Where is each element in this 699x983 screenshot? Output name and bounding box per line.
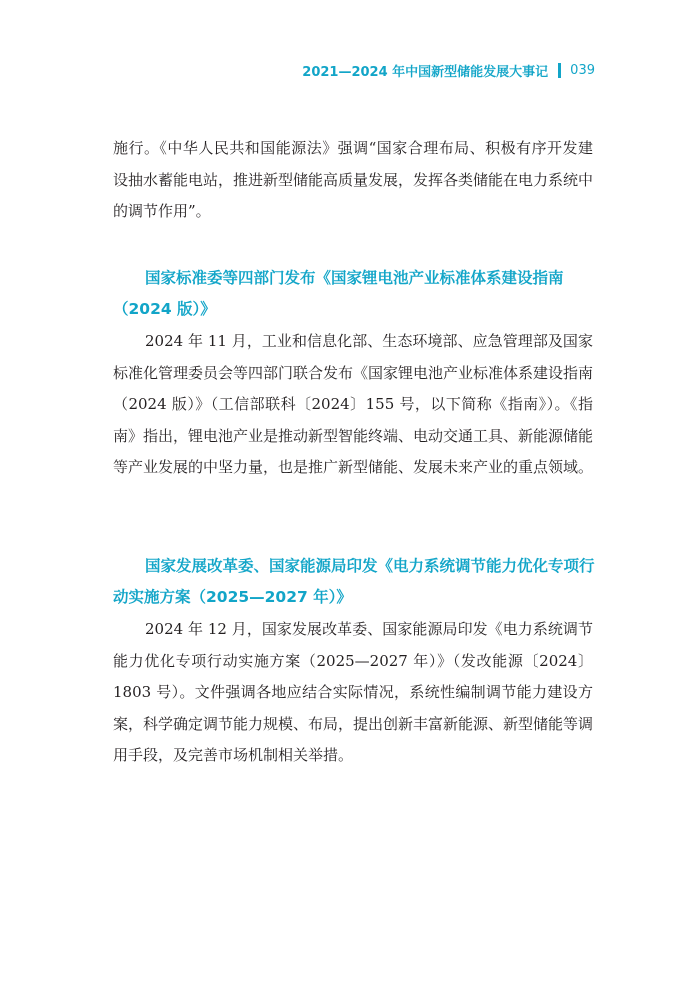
paragraph-battery-standards: 2024 年 11 月，工业和信息化部、生态环境部、应急管理部及国家标准化管理委员会等四部门联合发布《国家锂电池产业标准体系建设指南（2024 版）》（工信部联科〔2024〕155 号，以下简称《指南》）。《指南》指出，锂电池产业是推动新型智能终端、电动交通工具、新能源储能等产业发展的中坚力量，也是推广新型储能、发展未来产业的重点领域。 — [113, 332, 594, 476]
paragraph-regulation-plan: 2024 年 12 月，国家发展改革委、国家能源局印发《电力系统调节能力优化专项行动实施方案（2025—2027 年）》（发改能源〔2024〕1803 号）。文件强调各地应结合实际情况，系统性编制调节能力建设方案，科学确定调节能力规模、布局，提出创新丰富新能源、新型储能等调用手段，及完善市场机制相关举措。 — [113, 620, 594, 764]
paragraph-continued: 施行。《中华人民共和国能源法》强调“国家合理布局、积极有序开发建设抽水蓄能电站，推进新型储能高质量发展，发挥各类储能在电力系统中的调节作用”。 — [113, 139, 594, 220]
running-header — [302, 59, 595, 81]
page-number: 039 — [570, 62, 595, 78]
section-heading-battery-standards: 国家标准委等四部门发布《国家锂电池产业标准体系建设指南（2024 版）》 — [113, 269, 564, 318]
header-title: 2021—2024 年中国新型储能发展大事记 — [302, 64, 549, 80]
section-heading-regulation-plan: 国家发展改革委、国家能源局印发《电力系统调节能力优化专项行动实施方案（2025—2027 年）》 — [113, 557, 595, 606]
header-separator — [558, 63, 561, 78]
